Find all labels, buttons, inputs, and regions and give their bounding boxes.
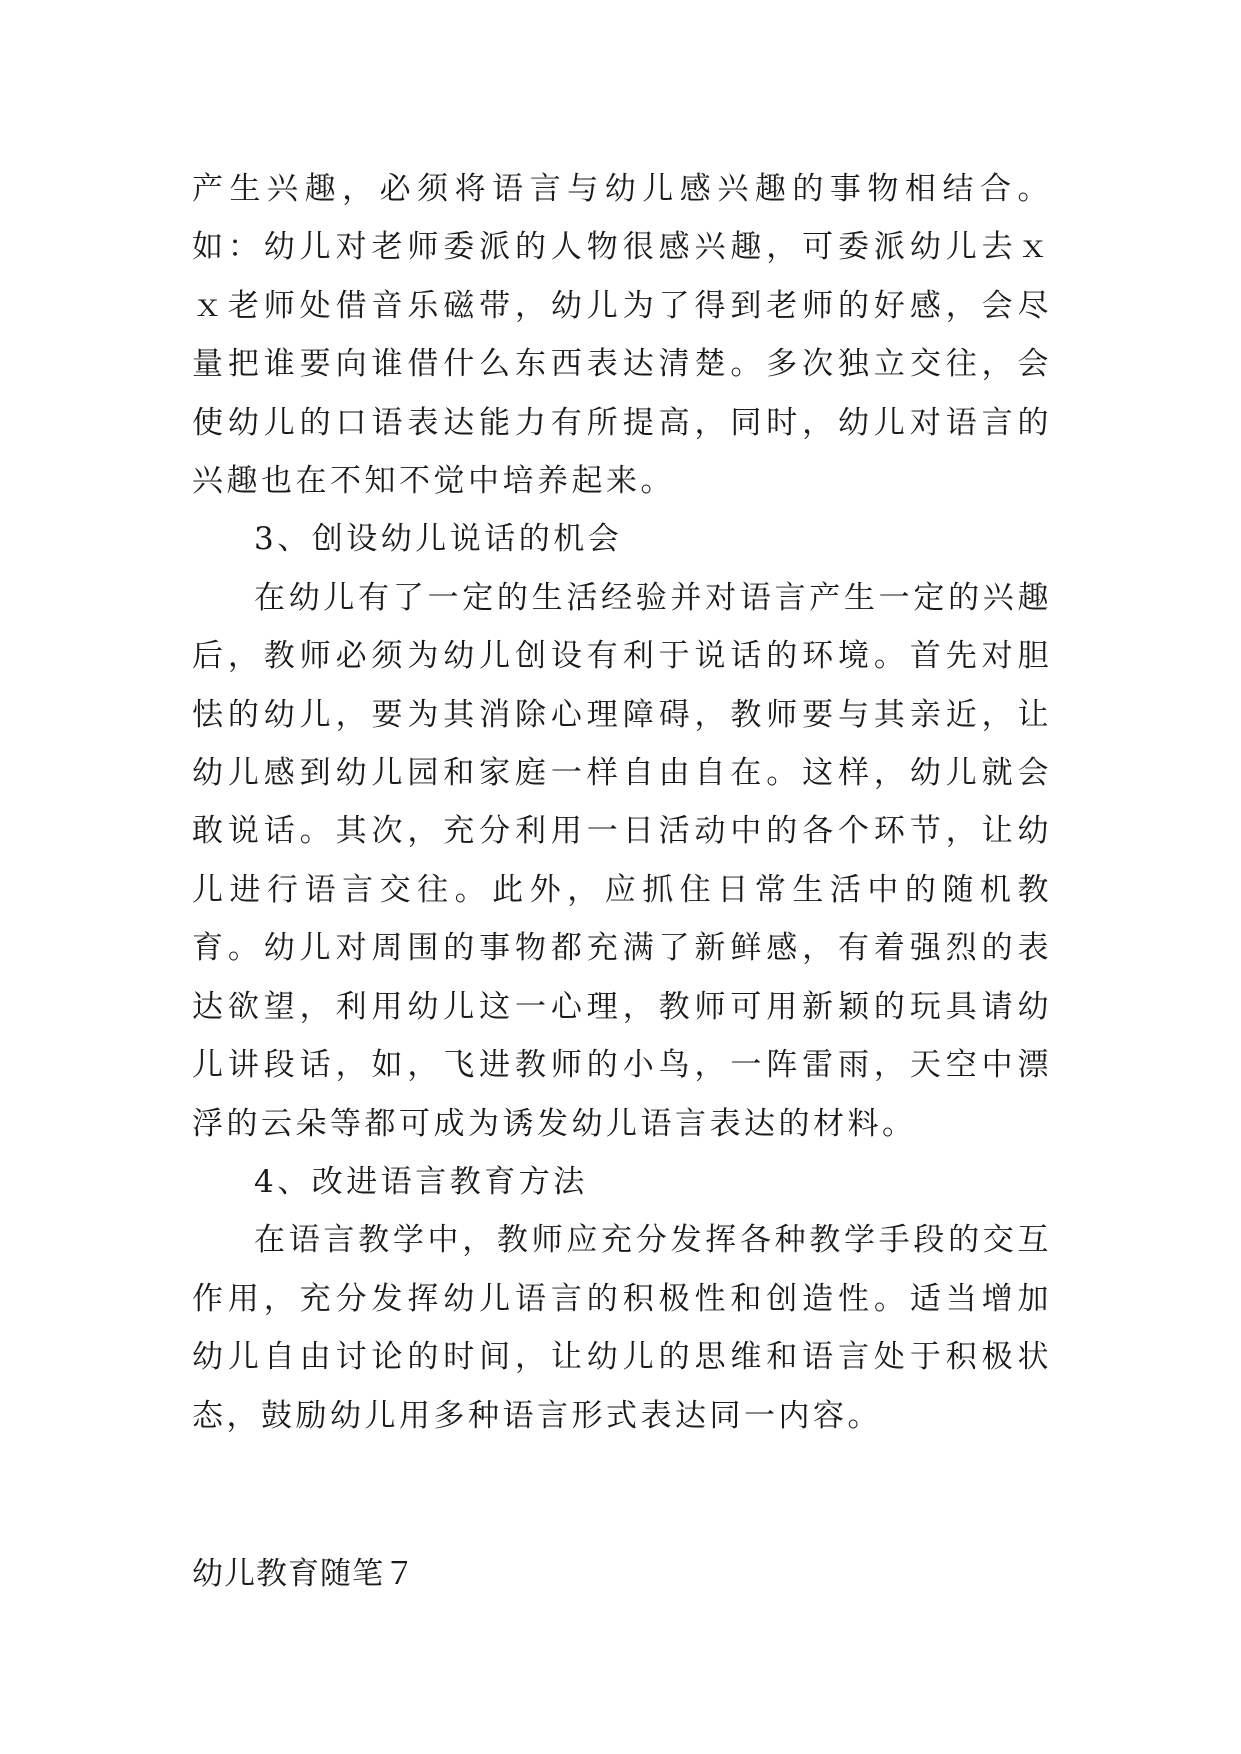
document-page [192,160,1052,1603]
paragraph-teaching-methods: 在语言教学中，教师应充分发挥各种教学手段的交互作用，充分发挥幼儿语言的积极性和创造性。适当增加幼儿自由讨论的时间，让幼儿的思维和语言处于积极状态，鼓励幼儿用多种语言形式表达同一内容。 [192,1222,1052,1434]
next-essay-title: 幼儿教育随笔７ [192,1555,416,1592]
paragraph-interest: 产生兴趣，必须将语言与幼儿感兴趣的事物相结合。如：幼儿对老师委派的人物很感兴趣，可委派幼儿去ｘｘ老师处借音乐磁带，幼儿为了得到老师的好感，会尽量把谁要向谁借什么东西表达清楚。多次独立交往，会使幼儿的口语表达能力有所提高，同时，幼儿对语言的兴趣也在不知不觉中培养起来。 [192,171,1052,500]
heading-improve-teaching-methods: 4、改进语言教育方法 [254,1163,588,1200]
section-gap [192,1445,1052,1545]
paragraph-speaking-environment: 在幼儿有了一定的生活经验并对语言产生一定的兴趣后，教师必须为幼儿创设有利于说话的环境。首先对胆怯的幼儿，要为其消除心理障碍，教师要与其亲近，让幼儿感到幼儿园和家庭一样自由自在。这样，幼儿就会敢说话。其次，充分利用一日活动中的各个环节，让幼儿进行语言交往。此外，应抓住日常生活中的随机教育。幼儿对周围的事物都充满了新鲜感，有着强烈的表达欲望，利用幼儿这一心理，教师可用新颖的玩具请幼儿讲段话，如，飞进教师的小鸟，一阵雷雨，天空中漂浮的云朵等都可成为诱发幼儿语言表达的材料。 [192,579,1052,1142]
heading-create-speaking-opportunities: 3、创设幼儿说话的机会 [254,521,623,558]
